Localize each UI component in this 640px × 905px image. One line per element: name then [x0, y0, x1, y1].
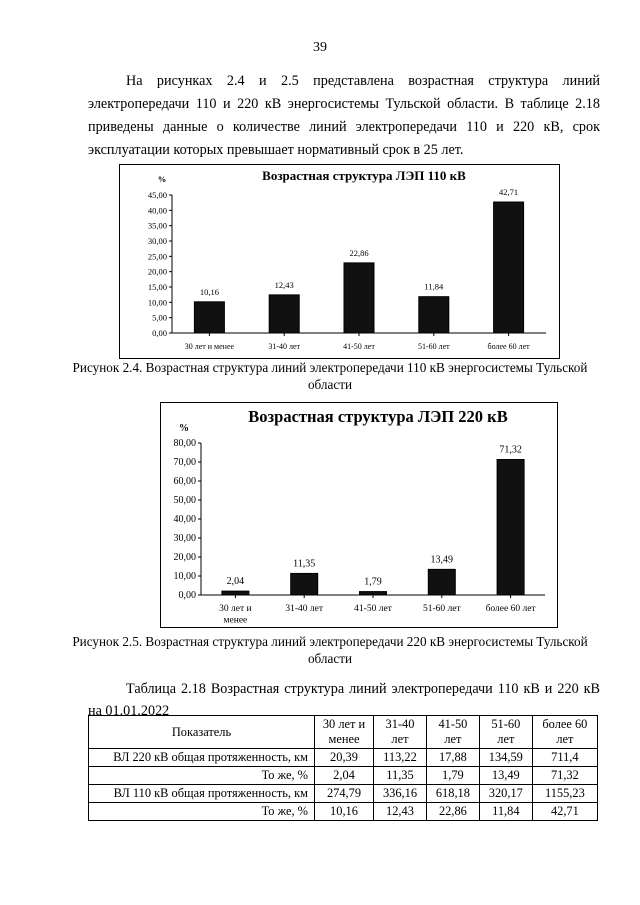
y-tick-label: 20,00: [147, 266, 167, 277]
table-header: 30 лет и менее: [314, 716, 373, 749]
table-cell: 1,79: [426, 767, 479, 785]
y-tick-label: 45,00: [147, 190, 167, 200]
chart-title: Возрастная структура ЛЭП 220 кВ: [248, 407, 508, 426]
data-label: 11,84: [424, 281, 444, 292]
bar: [419, 297, 449, 333]
chart-title: Возрастная структура ЛЭП 110 кВ: [262, 168, 466, 183]
table-header: 31-40 лет: [374, 716, 427, 749]
table-cell: 274,79: [314, 785, 373, 803]
figure-caption-2-5: Рисунок 2.5. Возрастная структура линий электропередачи 220 кВ энергосистемы Тульской области: [72, 634, 588, 666]
intro-paragraph: На рисунках 2.4 и 2.5 представлена возрастная структура линий электропередачи 110 и 220 кВ энергосистемы Тульской области. В таблице 2.18 приведены данные о количестве линий электропередачи 110 и 220 кВ, срок эксплуатации которых превышает нормативный срок в 25 лет.: [88, 73, 600, 158]
table-cell: 1155,23: [532, 785, 597, 803]
y-tick-label: 5,00: [152, 312, 167, 323]
data-label: 11,35: [293, 558, 316, 570]
table-cell: 13,49: [479, 767, 532, 785]
x-tick-label: более 60 лет: [487, 342, 530, 351]
y-tick-label: 70,00: [173, 457, 196, 468]
data-label: 71,32: [499, 444, 522, 456]
bar: [428, 569, 455, 595]
table-cell: 12,43: [374, 803, 427, 821]
table-cell: 320,17: [479, 785, 532, 803]
y-tick-label: 20,00: [173, 552, 196, 563]
data-label: 12,43: [274, 279, 294, 290]
table-cell: 71,32: [532, 767, 597, 785]
table-cell: 10,16: [314, 803, 373, 821]
table-cell: 11,84: [479, 803, 532, 821]
table-cell: 2,04: [314, 767, 373, 785]
y-tick-label: 25,00: [147, 251, 167, 262]
table-caption: Таблица 2.18 Возрастная структура линий электропередачи 110 кВ и 220 кВ на 01.01.2022: [88, 681, 600, 719]
bar: [494, 202, 524, 333]
y-tick-label: 35,00: [147, 220, 167, 231]
x-tick-label: 31-40 лет: [285, 604, 324, 614]
y-tick-label: 30,00: [173, 533, 196, 544]
page-number: 39: [313, 40, 327, 55]
table-header-row: [89, 716, 598, 749]
data-label: 10,16: [199, 286, 219, 297]
table-cell: 113,22: [374, 749, 427, 767]
x-tick-label: 51-60 лет: [422, 604, 461, 614]
table-header: более 60 лет: [532, 716, 597, 749]
x-tick-label: 30 лет и менее: [219, 604, 252, 626]
bar: [291, 573, 318, 595]
x-tick-label: 31-40 лет: [268, 342, 301, 351]
table-cell: 22,86: [426, 803, 479, 821]
chart-110kv-frame: [119, 164, 560, 359]
y-tick-label: 80,00: [173, 438, 196, 449]
table-header: Показатель: [89, 716, 315, 749]
table-cell: 11,35: [374, 767, 427, 785]
y-tick-label: 40,00: [147, 205, 167, 216]
y-axis-label: %: [179, 423, 189, 434]
x-tick-label: 41-50 лет: [343, 342, 375, 351]
chart-220kv-frame: [160, 402, 558, 628]
data-label: 22,86: [349, 247, 369, 258]
y-tick-label: 15,00: [147, 282, 167, 292]
y-axis-label: %: [157, 174, 167, 184]
y-tick-label: 10,00: [173, 571, 196, 582]
bar: [194, 302, 224, 333]
y-tick-label: 10,00: [147, 297, 167, 308]
table-header: 41-50 лет: [426, 716, 479, 749]
y-tick-label: 50,00: [173, 495, 196, 506]
bar: [497, 459, 524, 595]
bar: [344, 263, 374, 333]
bar: [269, 295, 299, 333]
data-label: 42,71: [499, 187, 519, 198]
x-tick-label: 30 лет и менее: [184, 342, 235, 351]
table-cell: 20,39: [314, 749, 373, 767]
y-tick-label: 0,00: [152, 328, 167, 338]
table-row: [89, 785, 598, 803]
table-header: 51-60 лет: [479, 716, 532, 749]
x-tick-label: более 60 лет: [485, 604, 536, 614]
chart-110kv: [120, 165, 559, 358]
figure-caption-2-4: Рисунок 2.4. Возрастная структура линий электропередачи 110 кВ энергосистемы Тульской области: [72, 360, 588, 392]
bar: [222, 591, 249, 595]
table-cell: 336,16: [374, 785, 427, 803]
table-row: [89, 749, 598, 767]
table-cell: То же, %: [89, 767, 315, 785]
bar: [360, 592, 387, 595]
table-cell: ВЛ 110 кВ общая протяженность, км: [89, 785, 315, 803]
table-cell: То же, %: [89, 803, 315, 821]
x-tick-label: 51-60 лет: [417, 342, 450, 351]
age-structure-table: [88, 715, 598, 821]
table-cell: 42,71: [532, 803, 597, 821]
y-tick-label: 0,00: [178, 590, 196, 601]
data-label: 2,04: [226, 576, 245, 588]
chart-220kv: [161, 403, 557, 627]
table-cell: 134,59: [479, 749, 532, 767]
table-cell: 618,18: [426, 785, 479, 803]
data-label: 1,79: [364, 576, 382, 588]
table-row: [89, 767, 598, 785]
table-cell: 17,88: [426, 749, 479, 767]
y-tick-label: 40,00: [173, 514, 196, 525]
x-tick-label: 41-50 лет: [354, 604, 392, 614]
y-tick-label: 30,00: [147, 236, 167, 246]
table-cell: ВЛ 220 кВ общая протяженность, км: [89, 749, 315, 767]
y-tick-label: 60,00: [173, 476, 196, 487]
data-label: 13,49: [430, 554, 454, 566]
table-cell: 711,4: [532, 749, 597, 767]
table-row: [89, 803, 598, 821]
